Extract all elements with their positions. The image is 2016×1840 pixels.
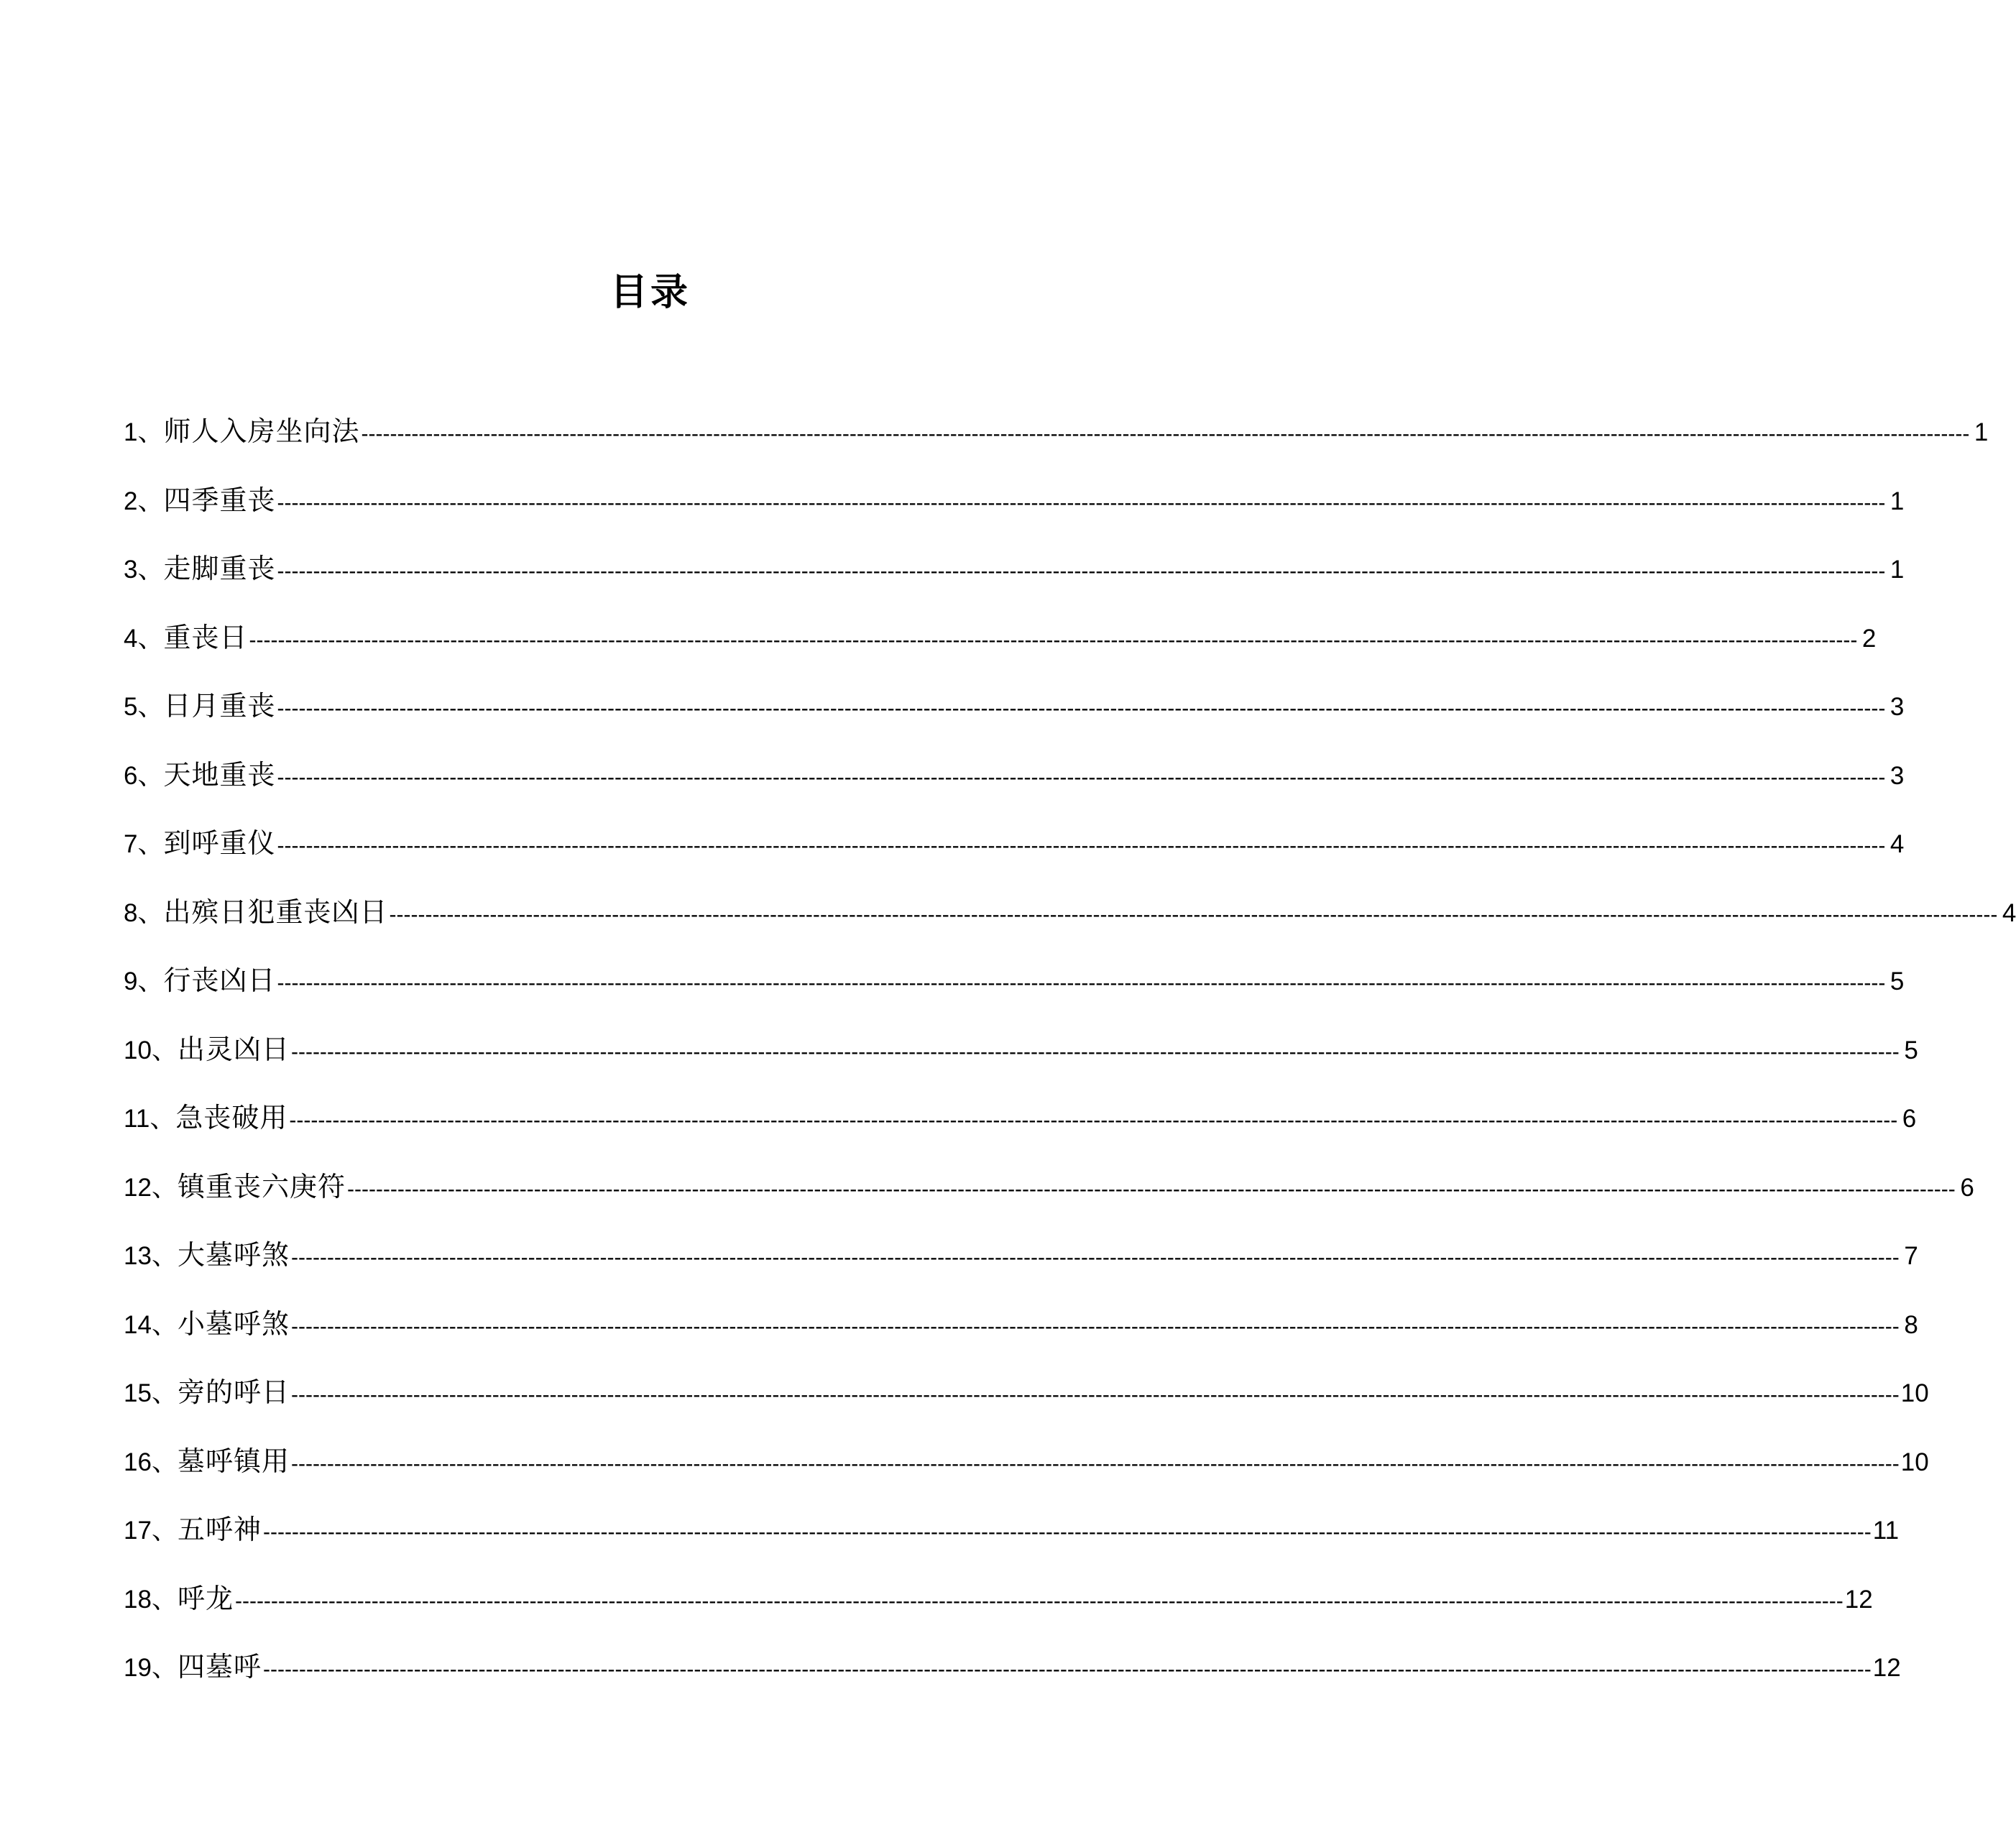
toc-dot-leader — [390, 891, 1998, 939]
toc-dot-leader — [291, 1233, 1900, 1282]
toc-entry-page: 12 — [1844, 1585, 1873, 1614]
toc-dot-leader — [291, 1028, 1900, 1077]
toc-entry-separator: 、 — [137, 760, 164, 791]
toc-entry[interactable] — [124, 407, 1989, 476]
toc-entry-page: 3 — [1890, 761, 1905, 790]
toc-entry-number: 16 — [124, 1448, 152, 1476]
toc-entry-title: 天地重丧 — [163, 758, 276, 791]
toc-entry-title: 镇重丧六庚符 — [177, 1170, 346, 1202]
toc-entry[interactable] — [124, 888, 2016, 957]
page-title: 目录 — [609, 271, 691, 314]
toc-entry[interactable] — [124, 476, 1905, 545]
toc-entry-separator: 、 — [137, 692, 164, 722]
toc-entry-separator: 、 — [151, 1310, 178, 1340]
toc-entry-separator: 、 — [151, 1516, 178, 1545]
toc-entry-number: 18 — [124, 1585, 152, 1614]
toc-entry-separator: 、 — [137, 967, 164, 996]
toc-entry-page: 3 — [1890, 693, 1905, 721]
toc-entry-page: 4 — [2002, 898, 2016, 927]
toc-entry-page: 1 — [1974, 418, 1989, 446]
toc-entry-title: 走脚重丧 — [163, 553, 276, 584]
toc-entry-page: 2 — [1861, 624, 1877, 653]
toc-entry-title: 四墓呼 — [177, 1651, 262, 1683]
toc-entry-separator: 、 — [151, 1584, 178, 1614]
toc-entry-title: 五呼神 — [177, 1514, 262, 1545]
toc-entry-number: 6 — [124, 761, 138, 790]
toc-entry[interactable] — [124, 681, 1905, 750]
toc-entry[interactable] — [124, 613, 1877, 682]
toc-entry-title: 师人入房坐向法 — [163, 415, 360, 447]
toc-entry-number: 4 — [124, 624, 138, 653]
toc-entry-page: 8 — [1904, 1310, 1918, 1339]
toc-entry-page: 10 — [1900, 1379, 1929, 1407]
toc-dot-leader — [347, 1165, 1956, 1214]
toc-entry-separator: 、 — [151, 1035, 178, 1065]
toc-entry[interactable] — [124, 1642, 1901, 1711]
toc-entry-title: 旁的呼日 — [177, 1376, 290, 1408]
toc-entry-page: 12 — [1872, 1654, 1901, 1682]
toc-entry-page: 11 — [1872, 1517, 1900, 1545]
toc-entry-number: 11 — [124, 1105, 150, 1133]
toc-entry-number: 8 — [124, 898, 138, 927]
table-of-contents — [124, 407, 2016, 1711]
toc-entry-separator: 、 — [151, 1653, 178, 1683]
toc-entry-number: 15 — [124, 1379, 152, 1407]
toc-entry-separator: 、 — [149, 1104, 176, 1133]
toc-entry[interactable] — [124, 1368, 1929, 1437]
toc-entry-number: 13 — [124, 1242, 152, 1270]
toc-dot-leader — [277, 547, 1886, 596]
toc-entry-page: 6 — [1960, 1173, 1974, 1202]
toc-dot-leader — [291, 1440, 1900, 1489]
toc-entry-number: 12 — [124, 1173, 152, 1202]
toc-entry-title: 重丧日 — [163, 621, 248, 653]
toc-dot-leader — [249, 616, 1858, 665]
toc-entry-page: 7 — [1904, 1242, 1918, 1270]
toc-entry-number: 1 — [124, 418, 138, 446]
toc-dot-leader — [362, 410, 1970, 459]
toc-entry-title: 行丧凶日 — [163, 965, 276, 996]
toc-entry-title: 急丧破用 — [175, 1102, 288, 1133]
toc-entry-separator: 、 — [151, 1241, 178, 1271]
toc-entry[interactable] — [124, 1505, 1900, 1574]
toc-dot-leader — [291, 1302, 1900, 1351]
toc-dot-leader — [277, 959, 1886, 1008]
toc-entry-separator: 、 — [137, 486, 164, 516]
toc-entry[interactable] — [124, 819, 1905, 888]
toc-entry-number: 19 — [124, 1654, 152, 1682]
toc-entry-title: 大墓呼煞 — [177, 1239, 290, 1271]
toc-entry-title: 出殡日犯重丧凶日 — [163, 896, 388, 928]
toc-entry-title: 出灵凶日 — [177, 1033, 290, 1065]
toc-entry-separator: 、 — [137, 623, 164, 653]
toc-entry-number: 10 — [124, 1036, 152, 1064]
toc-entry-title: 墓呼镇用 — [177, 1445, 290, 1477]
toc-entry[interactable] — [124, 1162, 1974, 1231]
toc-entry-title: 四季重丧 — [163, 484, 276, 516]
toc-entry-title: 小墓呼煞 — [177, 1307, 290, 1340]
toc-entry-number: 7 — [124, 830, 138, 858]
toc-dot-leader — [291, 1371, 1900, 1420]
toc-dot-leader — [263, 1508, 1872, 1557]
toc-entry-title: 呼龙 — [177, 1582, 234, 1614]
toc-entry[interactable] — [124, 1093, 1917, 1162]
toc-dot-leader — [235, 1577, 1844, 1626]
toc-entry[interactable] — [124, 750, 1905, 819]
toc-entry-page: 5 — [1904, 1036, 1918, 1064]
toc-entry-page: 4 — [1890, 830, 1905, 858]
toc-dot-leader — [277, 479, 1886, 528]
toc-entry-page: 10 — [1900, 1448, 1929, 1476]
toc-entry-page: 5 — [1890, 967, 1905, 995]
toc-dot-leader — [277, 753, 1886, 802]
toc-entry-separator: 、 — [151, 1447, 178, 1477]
toc-entry[interactable] — [124, 544, 1905, 613]
toc-dot-leader — [289, 1096, 1897, 1145]
toc-entry-separator: 、 — [151, 1172, 178, 1202]
toc-entry-page: 1 — [1890, 556, 1905, 584]
toc-dot-leader — [263, 1645, 1872, 1694]
toc-entry-number: 9 — [124, 967, 138, 995]
toc-entry-separator: 、 — [137, 898, 164, 928]
toc-entry[interactable] — [124, 1574, 1873, 1643]
toc-entry-page: 1 — [1890, 487, 1905, 515]
toc-entry-number: 17 — [124, 1517, 152, 1545]
toc-entry-number: 2 — [124, 487, 138, 515]
toc-entry[interactable] — [124, 1025, 1918, 1094]
toc-entry[interactable] — [124, 1230, 1918, 1300]
toc-entry-separator: 、 — [137, 829, 164, 859]
toc-entry[interactable] — [124, 1300, 1918, 1368]
toc-entry-number: 5 — [124, 693, 138, 721]
toc-entry-separator: 、 — [137, 555, 164, 584]
toc-entry-separator: 、 — [151, 1379, 178, 1408]
toc-entry-number: 14 — [124, 1310, 152, 1339]
toc-entry[interactable] — [124, 956, 1905, 1025]
toc-entry-number: 3 — [124, 556, 138, 584]
toc-entry-separator: 、 — [137, 418, 164, 447]
toc-dot-leader — [277, 684, 1886, 733]
toc-entry-page: 6 — [1902, 1105, 1917, 1133]
toc-entry-title: 日月重丧 — [163, 690, 276, 722]
toc-entry[interactable] — [124, 1437, 1929, 1506]
toc-dot-leader — [277, 822, 1886, 870]
toc-entry-title: 到呼重仪 — [163, 827, 276, 859]
